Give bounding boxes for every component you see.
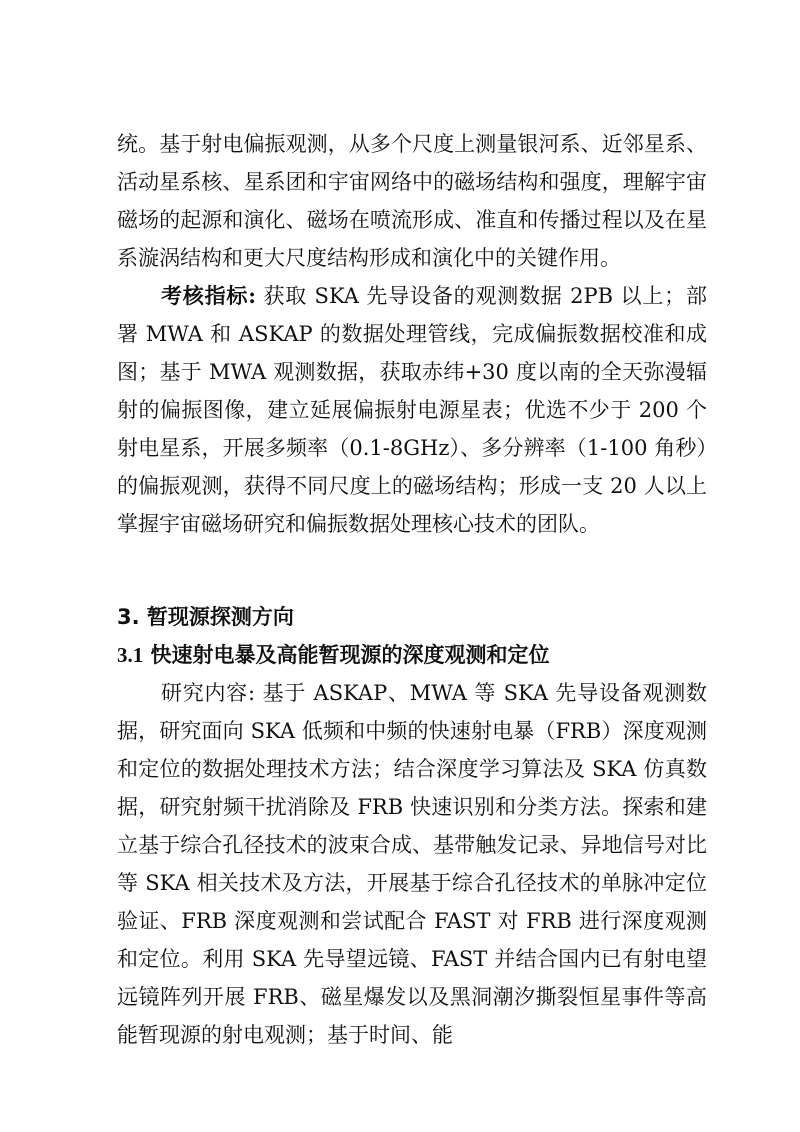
subsection-title: 快速射电暴及高能暂现源的深度观测和定位 <box>143 642 550 667</box>
subsection-number: 3.1 <box>117 643 144 667</box>
research-text: 基于 ASKAP、MWA 等 SKA 先导设备观测数据，研究面向 SKA 低频和中频的快速射电暴（FRB）深度观测和定位的数据处理技术方法；结合深度学习算法及 SKA 仿真数据，研究射频干扰消除及 FRB 快速识别和分类方法。探索和建立基于综合孔径技术的波束合成、基带触发记录、异地信号对比等 SKA 相关技术及方法，开展基于综合孔径技术的单脉冲定位验证、FRB 深度观测和尝试配合 FAST 对 FRB 进行深度观测和定位。利用 SKA 先导望远镜、FAST 并结合国内已有射电望远镜阵列开展 FRB、磁星爆发以及黑洞潮汐撕裂恒星事件等高能暂现源的射电观测；基于时间、能 <box>117 681 708 1047</box>
section-heading: 3. 暂现源探测方向 <box>117 605 294 629</box>
paragraph-research-content <box>117 674 707 1054</box>
assessment-text: 获取 SKA 先导设备的观测数据 2PB 以上；部署 MWA 和 ASKAP 的数据处理管线，完成偏振数据校准和成图；基于 MWA 观测数据，获取赤纬+30 度以南的全天弥漫辐射的偏振图像，建立延展偏振射电源星表；优选不少于 200 个射电星系，开展多频率（0.1-8GHz）、多分辨率（1-100 角秒）的偏振观测，获得不同尺度上的磁场结构；形成一支 20 人以上掌握宇宙磁场研究和偏振数据处理核心技术的团队。 <box>117 284 707 536</box>
paragraph-magnetic-fields: 统。基于射电偏振观测，从多个尺度上测量银河系、近邻星系、活动星系核、星系团和宇宙网络中的磁场结构和强度，理解宇宙磁场的起源和演化、磁场在喷流形成、准直和传播过程以及在星系漩涡结构和更大尺度结构形成和演化中的关键作用。 <box>117 132 707 270</box>
document-page <box>117 125 707 1054</box>
assessment-label: 考核指标: <box>161 283 256 308</box>
subsection-heading <box>117 636 707 674</box>
paragraph-assessment-indicators <box>117 277 707 543</box>
research-label: 研究内容: <box>161 681 256 705</box>
